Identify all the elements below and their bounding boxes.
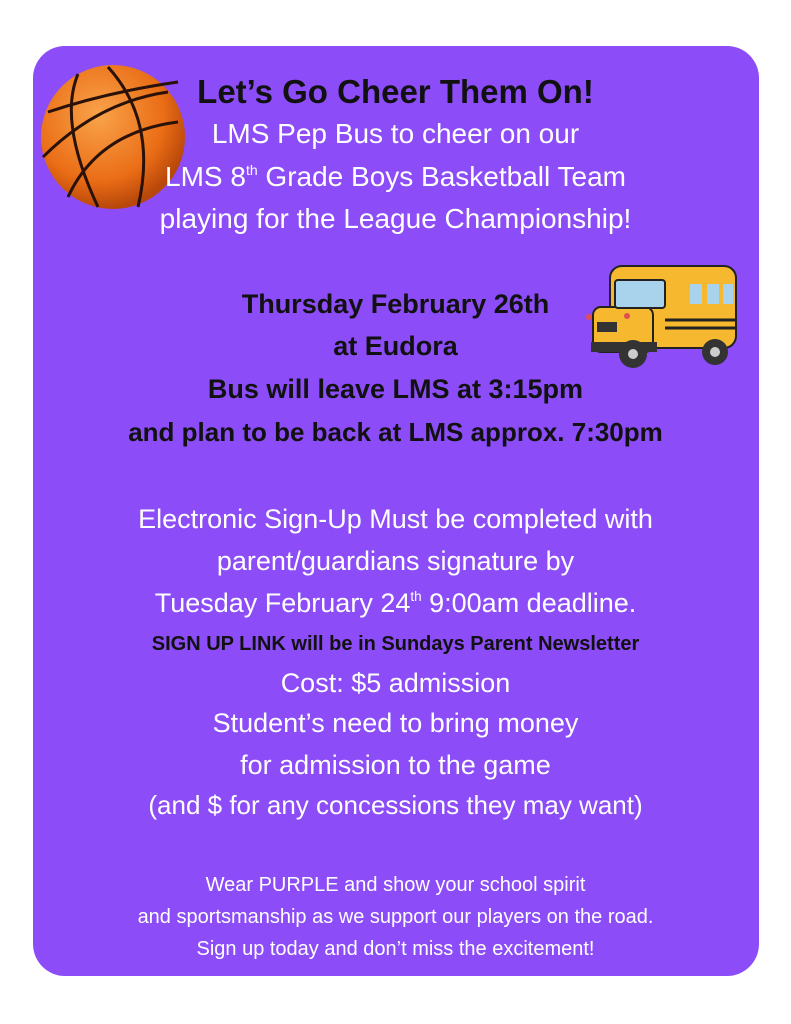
intro-line-2 — [0, 163, 791, 191]
deadline-text: Tuesday February 24 — [154, 588, 411, 618]
cost-line-4: (and $ for any concessions they may want) — [148, 790, 643, 820]
intro-line-1: LMS Pep Bus to cheer on our — [211, 118, 580, 149]
deadline-rest: 9:00am deadline. — [421, 588, 637, 618]
ordinal-suffix: th — [410, 589, 422, 605]
closing-line-1: Wear PURPLE and show your school spirit — [205, 874, 586, 896]
intro-line-2-text: LMS 8 — [165, 161, 246, 193]
event-departure: Bus will leave LMS at 3:15pm — [207, 374, 584, 404]
cost-line-1: Cost: $5 admission — [280, 668, 511, 698]
intro-line-3: playing for the League Championship! — [159, 203, 632, 234]
event-return: and plan to be back at LMS approx. 7:30pm — [128, 417, 663, 447]
event-date: Thursday February 26th — [241, 289, 550, 319]
cost-line-3: for admission to the game — [240, 750, 551, 780]
closing-line-3: Sign up today and don’t miss the excitement! — [196, 938, 595, 960]
signup-deadline — [0, 590, 791, 617]
intro-line-2-rest: Grade Boys Basketball Team — [257, 161, 626, 193]
flyer-title: Let’s Go Cheer Them On! — [197, 73, 594, 110]
signup-link-note: SIGN UP LINK will be in Sundays Parent Newsletter — [151, 633, 640, 655]
closing-line-2: and sportsmanship as we support our players on the road. — [137, 906, 654, 928]
ordinal-suffix: th — [245, 162, 258, 178]
event-location: at Eudora — [333, 331, 458, 361]
signup-line-1: Electronic Sign-Up Must be completed with — [138, 504, 653, 534]
signup-line-2: parent/guardians signature by — [216, 546, 575, 576]
cost-line-2: Student’s need to bring money — [212, 708, 579, 738]
